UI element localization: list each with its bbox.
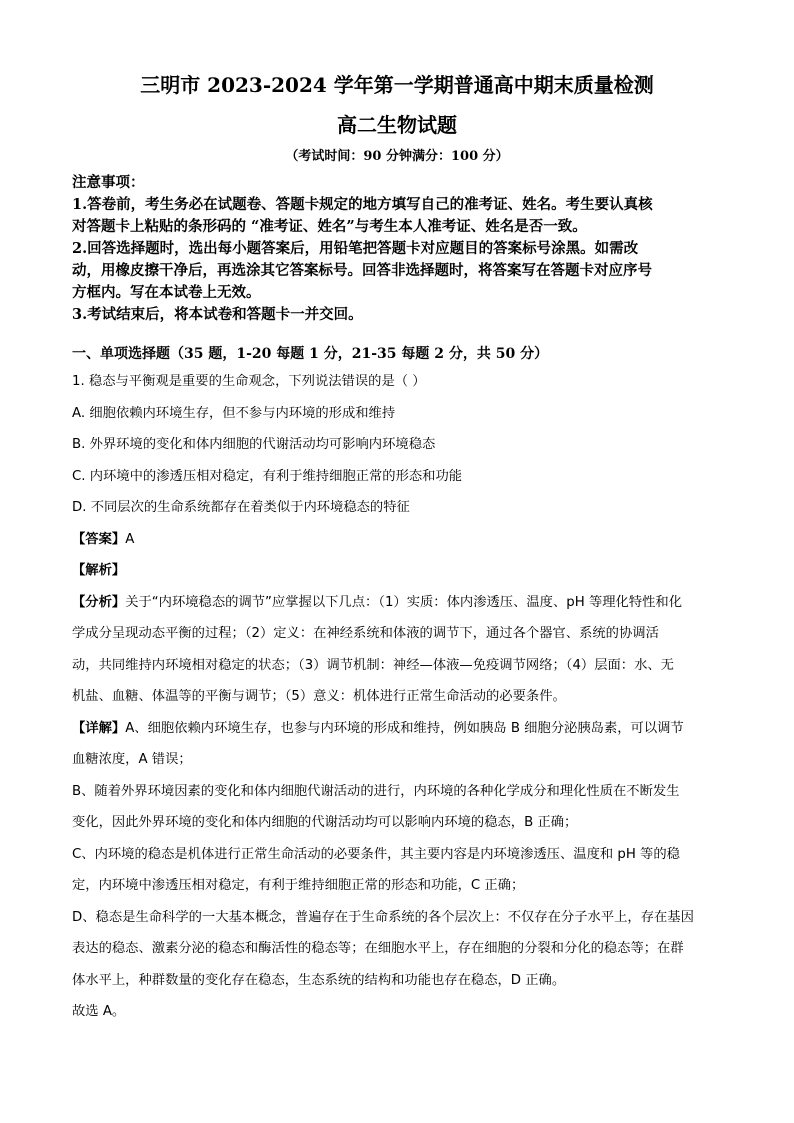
notice-heading: 注意事项： — [72, 174, 145, 191]
exam-info: （考试时间：90 分钟满分：100 分） — [285, 149, 509, 164]
exam-title: 三明市 2023-2024 学年第一学期普通高中期末质量检测 — [140, 73, 654, 97]
xiangjie-line-d-2: 表达的稳态、激素分泌的稳态和酶活性的稳态等；在细胞水平上，存在细胞的分裂和分化的稳态等；在群 — [72, 941, 684, 956]
xiangjie-line-a-1: 【详解】A、细胞依赖内环境生存，也参与内环境的形成和维持，例如胰岛 B 细胞分泌胰岛素，可以调节 — [72, 720, 684, 736]
xiangjie-line-b-1: B、随着外界环境因素的变化和体内细胞代谢活动的进行，内环境的各种化学成分和理化性质在不断发生 — [72, 783, 680, 799]
option-c: C. 内环境中的渗透压相对稳定，有利于维持细胞正常的形态和功能 — [72, 468, 463, 484]
notice-item-2-line-2: 动，用橡皮擦干净后，再选涂其它答案标号。回答非选择题时，将答案写在答题卡对应序号 — [72, 262, 652, 279]
conclusion: 故选 A。 — [72, 1004, 126, 1019]
option-a: A. 细胞依赖内环境生存，但不参与内环境的形成和维持 — [72, 405, 396, 421]
option-d: D. 不同层次的生命系统都存在着类似于内环境稳态的特征 — [72, 500, 410, 515]
xiangjie-line-b-2: 变化，因此外界环境的变化和体内细胞的代谢活动均可以影响内环境的稳态，B 正确； — [72, 815, 578, 830]
fenxi-tag: 【分析】 — [72, 594, 126, 610]
question-1 — [72, 366, 722, 1028]
fenxi-line-2: 学成分呈现动态平衡的过程；（2）定义：在神经系统和体液的调节下，通过各个器官、系统的协调活 — [72, 626, 659, 641]
notice-item-2-line-1: 2.回答选择题时，选出每小题答案后，用铅笔把答题卡对应题目的答案标号涂黑。如需改 — [72, 240, 639, 257]
notice-item-2-line-3: 方框内。写在本试卷上无效。 — [72, 284, 261, 301]
analysis-tag: 【解析】 — [72, 563, 126, 578]
xiangjie-tag: 【详解】 — [72, 720, 126, 736]
question-stem: 1. 稳态与平衡观是重要的生命观念，下列说法错误的是（ ） — [72, 374, 426, 389]
fenxi-line-3: 动，共同维持内环境相对稳定的状态；（3）调节机制：神经—体液—免疫调节网络；（4）层面：水、无 — [72, 657, 674, 673]
xiangjie-line-a-2: 血糖浓度，A 错误； — [72, 752, 192, 767]
answer-value: A — [125, 531, 135, 547]
notice-item-1-line-2: 对答题卡上粘贴的条形码的 “准考证、姓名”与考生本人准考证、姓名是否一致。 — [72, 218, 587, 235]
notice-block — [72, 172, 722, 326]
exam-subject: 高二生物试题 — [337, 113, 457, 137]
xiangjie-line-d-1: D、稳态是生命科学的一大基本概念，普遍存在于生命系统的各个层次上：不仅存在分子水平上，存在基因 — [72, 909, 694, 925]
xiangjie-line-c-1: C、内环境的稳态是机体进行正常生命活动的必要条件，其主要内容是内环境渗透压、温度和 pH 等的稳 — [72, 846, 680, 862]
xiangjie-line-c-2: 定，内环境中渗透压相对稳定，有利于维持细胞正常的形态和功能，C 正确； — [72, 878, 525, 893]
section-heading: 一、单项选择题（35 题，1-20 每题 1 分，21-35 每题 2 分，共 50 分） — [72, 346, 549, 362]
notice-item-1-line-1: 1.答卷前，考生务必在试题卷、答题卡规定的地方填写自己的准考证、姓名。考生要认真核 — [72, 196, 653, 213]
option-b: B. 外界环境的变化和体内细胞的代谢活动均可影响内环境稳态 — [72, 437, 436, 452]
notice-item-3: 3.考试结束后，将本试卷和答题卡一并交回。 — [72, 306, 363, 323]
fenxi-line-1: 【分析】关于“内环境稳态的调节”应掌握以下几点：（1）实质：体内渗透压、温度、pH 等理化特性和化 — [72, 594, 683, 610]
answer-line — [72, 524, 722, 556]
answer-tag: 【答案】 — [72, 531, 126, 547]
xiangjie-line-d-3: 体水平上，种群数量的变化存在稳态，生态系统的结构和功能也存在稳态，D 正确。 — [72, 972, 566, 988]
fenxi-line-4: 机盐、血糖、体温等的平衡与调节；（5）意义：机体进行正常生命活动的必要条件。 — [72, 689, 566, 704]
